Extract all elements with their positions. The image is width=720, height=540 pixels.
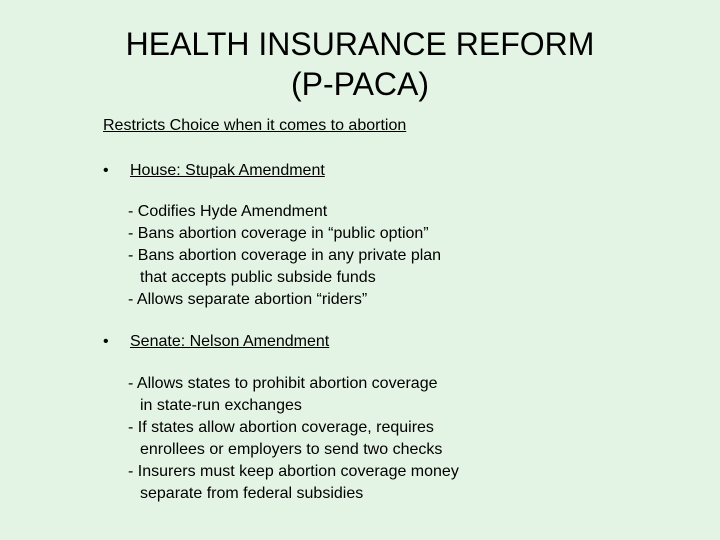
title-line-2: (P-PACA) [290, 66, 430, 102]
bullet-icon: • [103, 162, 109, 179]
section-heading-house: House: Stupak Amendment [130, 162, 325, 179]
section-details-house [128, 201, 441, 311]
bullet-icon: • [103, 333, 109, 350]
detail-line: - If states allow abortion coverage, requires [128, 419, 434, 436]
section-heading-senate: Senate: Nelson Amendment [130, 333, 330, 350]
detail-line: - Bans abortion coverage in “public option” [128, 225, 429, 242]
detail-line: - Allows states to prohibit abortion coverage [128, 375, 438, 392]
detail-line: - Bans abortion coverage in any private plan [128, 247, 442, 264]
title-line-1: HEALTH INSURANCE REFORM [125, 26, 595, 62]
detail-line: that accepts public subside funds [140, 269, 376, 286]
detail-line: - Insurers must keep abortion coverage money [128, 463, 459, 480]
slide-title [0, 24, 720, 104]
section-details-senate [128, 373, 459, 505]
subheading: Restricts Choice when it comes to abortion [103, 117, 407, 134]
detail-line: in state-run exchanges [140, 397, 302, 414]
detail-line: separate from federal subsidies [140, 485, 364, 502]
detail-line: - Codifies Hyde Amendment [128, 203, 328, 220]
detail-line: enrollees or employers to send two checks [140, 441, 443, 458]
detail-line: - Allows separate abortion “riders” [128, 291, 368, 308]
